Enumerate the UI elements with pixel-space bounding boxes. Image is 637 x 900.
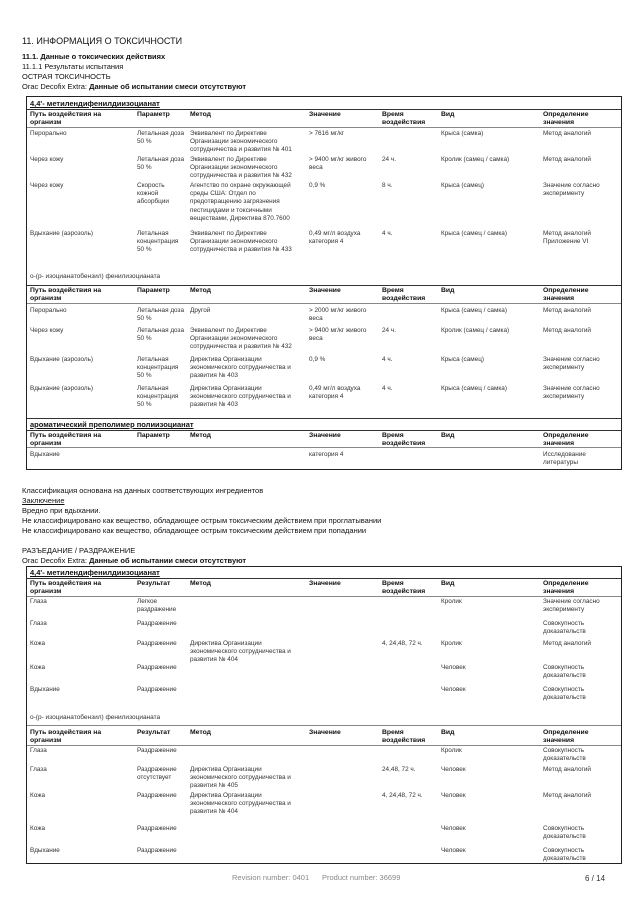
table-cell: Агентство по охране окружающей среды США: Отдел по предотвращению загрязнения пестицидами и токсичными веществами, Директива 870.7600 (190, 182, 291, 222)
table-cell: Кожа (30, 640, 46, 647)
table-cell: Летальная доза 50 % (137, 327, 185, 343)
table-rule (27, 430, 621, 431)
corrosion-table (26, 566, 622, 864)
table-cell: Совокупность доказательств (543, 747, 586, 763)
column-header: Вид (441, 580, 455, 587)
column-header: Метод (190, 432, 211, 439)
column-header: Время воздействия (382, 111, 426, 126)
table-rule (27, 285, 621, 286)
table-cell: Кожа (30, 792, 46, 799)
table-cell: Летальная концентрация 50 % (137, 385, 179, 409)
table-cell: Метод аналогий (543, 792, 591, 799)
conclusion-2: Не классифицировано как вещество, обладающее острым токсическим действием при проглатывании (22, 516, 382, 525)
table-cell: Крыса (самка) (441, 130, 484, 137)
table-cell: Совокупность доказательств (543, 825, 586, 841)
table-cell: Крыса (самец) (441, 356, 485, 363)
column-header: Значение (309, 432, 341, 439)
table-cell: Человек (441, 686, 466, 693)
column-header: Значение (309, 287, 341, 294)
column-header: Путь воздействия на организм (30, 580, 102, 595)
substance-name: o-(p- изоцианатобензил) фенилизоцианата (30, 273, 161, 280)
table-cell: > 9400 мг/кг живого веса (309, 156, 367, 172)
table-cell: 4 ч. (382, 385, 393, 392)
column-header: Значение (309, 111, 341, 118)
table-cell: Директива Организации экономического сотрудничества и развития № 403 (190, 385, 291, 409)
table-cell: Кожа (30, 825, 46, 832)
table-cell: Летальная концентрация 50 % (137, 230, 179, 254)
conclusion-3: Не классифицировано как вещество, обладающее острым токсическим действием при попадании (22, 526, 367, 535)
table-cell: Кожа (30, 664, 46, 671)
table-cell: Раздражение (137, 747, 177, 754)
column-header: Метод (190, 111, 211, 118)
column-header: Определение значения (543, 287, 589, 302)
column-header: Путь воздействия на организм (30, 729, 102, 744)
table-cell: Метод аналогий (543, 307, 591, 314)
table-cell: Эквивалент по Директиве Организации экономического сотрудничества и развития № 433 (190, 230, 292, 254)
column-header: Время воздействия (382, 287, 426, 302)
table-cell: Глаза (30, 620, 47, 627)
table-cell: Совокупность доказательств (543, 686, 586, 702)
table-rule (27, 725, 621, 726)
column-header: Определение значения (543, 432, 589, 447)
subsection-11-1: 11.1. Данные о токсических действиях (22, 52, 166, 61)
table-cell: Раздражение (137, 640, 177, 647)
column-header: Метод (190, 580, 211, 587)
table-rule (27, 745, 621, 746)
footer-revision: Revision number: 0401 (232, 873, 310, 882)
table-cell: Кролик (441, 640, 462, 647)
table-cell: Метод аналогий (543, 156, 591, 163)
page-number: 6 / 14 (585, 874, 606, 883)
table-cell: Летальная концентрация 50 % (137, 356, 179, 380)
table-cell: Значение согласно эксперименту (543, 385, 600, 401)
table-cell: Вдыхание (30, 686, 60, 693)
substance-name: o-(p- изоцианатобензил) фенилизоцианата (30, 714, 161, 721)
table-cell: Крыса (самец / самка) (441, 307, 507, 314)
table-cell: 24 ч. (382, 156, 396, 163)
column-header: Результат (137, 729, 171, 736)
table-cell: Глаза (30, 766, 47, 773)
table-cell: категория 4 (309, 451, 344, 458)
column-header: Значение (309, 729, 341, 736)
column-header: Время воздействия (382, 432, 426, 447)
section-title: 11. ИНФОРМАЦИЯ О ТОКСИЧНОСТИ (22, 36, 183, 46)
table-cell: Перорально (30, 130, 67, 137)
column-header: Параметр (137, 287, 170, 294)
column-header: Значение (309, 580, 341, 587)
table-cell: Вдыхание (аэрозоль) (30, 356, 94, 363)
table-cell: Директива Организации экономического сотрудничества и развития № 404 (190, 640, 291, 664)
table-cell: Скорость кожной абсорбции (137, 182, 169, 206)
substance-name: ароматический преполимер полиизоцианат (30, 420, 194, 429)
table-cell: Раздражение (137, 620, 177, 627)
column-header: Определение значения (543, 580, 589, 595)
corrosion-note-product: Orac Decofix Extra: (22, 556, 88, 565)
footer-product: Product number: 36699 (322, 873, 401, 882)
table-cell: Метод аналогий (543, 327, 591, 334)
table-cell: > 2000 мг/кг живого веса (309, 307, 367, 323)
acute-note (22, 82, 246, 91)
column-header: Вид (441, 729, 455, 736)
corrosion-note-text: Данные об испытании смеси отсутствуют (89, 556, 247, 565)
table-cell: Раздражение (137, 664, 177, 671)
table-cell: Эквивалент по Директиве Организации экономического сотрудничества и развития № 432 (190, 156, 292, 180)
table-cell: Директива Организации экономического сотрудничества и развития № 404 (190, 792, 291, 816)
column-header: Время воздействия (382, 729, 426, 744)
table-cell: Вдыхание (30, 847, 60, 854)
corrosion-heading: РАЗЪЕДАНИЕ / РАЗДРАЖЕНИЕ (22, 546, 136, 555)
table-cell: 0,9 % (309, 356, 326, 363)
table-cell: 24,48, 72 ч. (382, 766, 416, 773)
table-cell: Кролик (441, 747, 462, 754)
column-header: Определение значения (543, 729, 589, 744)
table-cell: Человек (441, 664, 466, 671)
table-cell: Директива Организации экономического сотрудничества и развития № 405 (190, 766, 291, 790)
acute-toxicity-heading: ОСТРАЯ ТОКСИЧНОСТЬ (22, 72, 111, 81)
column-header: Параметр (137, 111, 170, 118)
table-cell: Метод аналогий Приложение VI (543, 230, 591, 246)
table-cell: 24 ч. (382, 327, 396, 334)
table-cell: Через кожу (30, 156, 64, 163)
table-rule (27, 447, 621, 448)
table-cell: Человек (441, 792, 466, 799)
column-header: Метод (190, 287, 211, 294)
table-cell: Летальная доза 50 % (137, 156, 185, 172)
table-cell: Раздражение (137, 825, 177, 832)
table-cell: Легкое раздражение (137, 598, 177, 614)
table-cell: Раздражение (137, 792, 177, 799)
conclusion-label: Заключение (22, 496, 65, 505)
table-cell: Эквивалент по Директиве Организации экономического сотрудничества и развития № 432 (190, 327, 292, 351)
table-cell: Летальная доза 50 % (137, 307, 185, 323)
table-cell: 0,49 мг/л воздуха категория 4 (309, 230, 361, 246)
table-cell: Человек (441, 825, 466, 832)
table-cell: Раздражение отсутствует (137, 766, 177, 782)
table-cell: Через кожу (30, 182, 64, 189)
table-cell: Вдыхание (аэрозоль) (30, 385, 94, 392)
column-header: Путь воздействия на организм (30, 432, 102, 447)
classification-line: Классификация основана на данных соответствующих ингредиентов (22, 486, 264, 495)
table-cell: Раздражение (137, 686, 177, 693)
table-cell: Совокупность доказательств (543, 620, 586, 636)
subsection-11-1-1: 11.1.1 Результаты испытания (22, 62, 124, 71)
column-header: Определение значения (543, 111, 589, 126)
table-cell: Крыса (самец) (441, 182, 485, 189)
column-header: Время воздействия (382, 580, 426, 595)
table-cell: 0,49 мг/л воздуха категория 4 (309, 385, 361, 401)
table-rule (27, 596, 621, 597)
table-cell: Кролик (самец / самка) (441, 327, 510, 334)
table-cell: > 7616 мг/кг (309, 130, 345, 137)
table-rule (27, 303, 621, 304)
table-cell: Глаза (30, 598, 47, 605)
table-cell: 4 ч. (382, 230, 393, 237)
column-header: Метод (190, 729, 211, 736)
table-rule (27, 127, 621, 128)
column-header: Параметр (137, 432, 170, 439)
table-cell: Совокупность доказательств (543, 664, 586, 680)
table-cell: Исследование литературы (543, 451, 586, 467)
table-rule (27, 418, 621, 419)
corrosion-note (22, 556, 246, 565)
substance-name: 4,4'- метилендифенилдиизоцианат (30, 99, 160, 108)
table-cell: Кролик (441, 598, 462, 605)
column-header: Путь воздействия на организм (30, 111, 102, 126)
table-cell: Совокупность доказательств (543, 847, 586, 863)
column-header: Вид (441, 287, 455, 294)
table-cell: 4, 24,48, 72 ч. (382, 640, 423, 647)
table-cell: 0,9 % (309, 182, 326, 189)
acute-note-product: Orac Decofix Extra: (22, 82, 88, 91)
table-cell: Человек (441, 847, 466, 854)
table-cell: Другой (190, 307, 211, 314)
table-cell: Эквивалент по Директиве Организации экономического сотрудничества и развития № 401 (190, 130, 292, 154)
table-cell: Метод аналогий (543, 766, 591, 773)
table-cell: 8 ч. (382, 182, 393, 189)
acute-toxicity-table (26, 96, 622, 470)
table-cell: Раздражение (137, 847, 177, 854)
table-cell: Глаза (30, 747, 47, 754)
column-header: Вид (441, 432, 455, 439)
table-cell: Вдыхание (30, 451, 60, 458)
column-header: Вид (441, 111, 455, 118)
table-cell: Значение согласно эксперименту (543, 356, 600, 372)
table-cell: 4 ч. (382, 356, 393, 363)
table-cell: Человек (441, 766, 466, 773)
table-cell: 4, 24,48, 72 ч. (382, 792, 423, 799)
table-cell: Кролик (самец / самка) (441, 156, 510, 163)
column-header: Результат (137, 580, 171, 587)
conclusion-1: Вредно при вдыхании. (22, 506, 101, 515)
column-header: Путь воздействия на организм (30, 287, 102, 302)
table-cell: Крыса (самец / самка) (441, 230, 507, 237)
table-rule (27, 578, 621, 579)
table-cell: Значение согласно эксперименту (543, 598, 600, 614)
table-cell: Летальная доза 50 % (137, 130, 185, 146)
table-cell: Крыса (самец / самка) (441, 385, 507, 392)
table-cell: Через кожу (30, 327, 64, 334)
table-cell: Значение согласно эксперименту (543, 182, 600, 198)
table-cell: > 9400 мг/кг живого веса (309, 327, 367, 343)
substance-name: 4,4'- метилендифенилдиизоцианат (30, 568, 160, 577)
table-cell: Директива Организации экономического сотрудничества и развития № 403 (190, 356, 291, 380)
table-cell: Метод аналогий (543, 640, 591, 647)
table-cell: Вдыхание (аэрозоль) (30, 230, 94, 237)
table-cell: Метод аналогий (543, 130, 591, 137)
table-cell: Перорально (30, 307, 67, 314)
table-rule (27, 109, 621, 110)
acute-note-text: Данные об испытании смеси отсутствуют (89, 82, 247, 91)
